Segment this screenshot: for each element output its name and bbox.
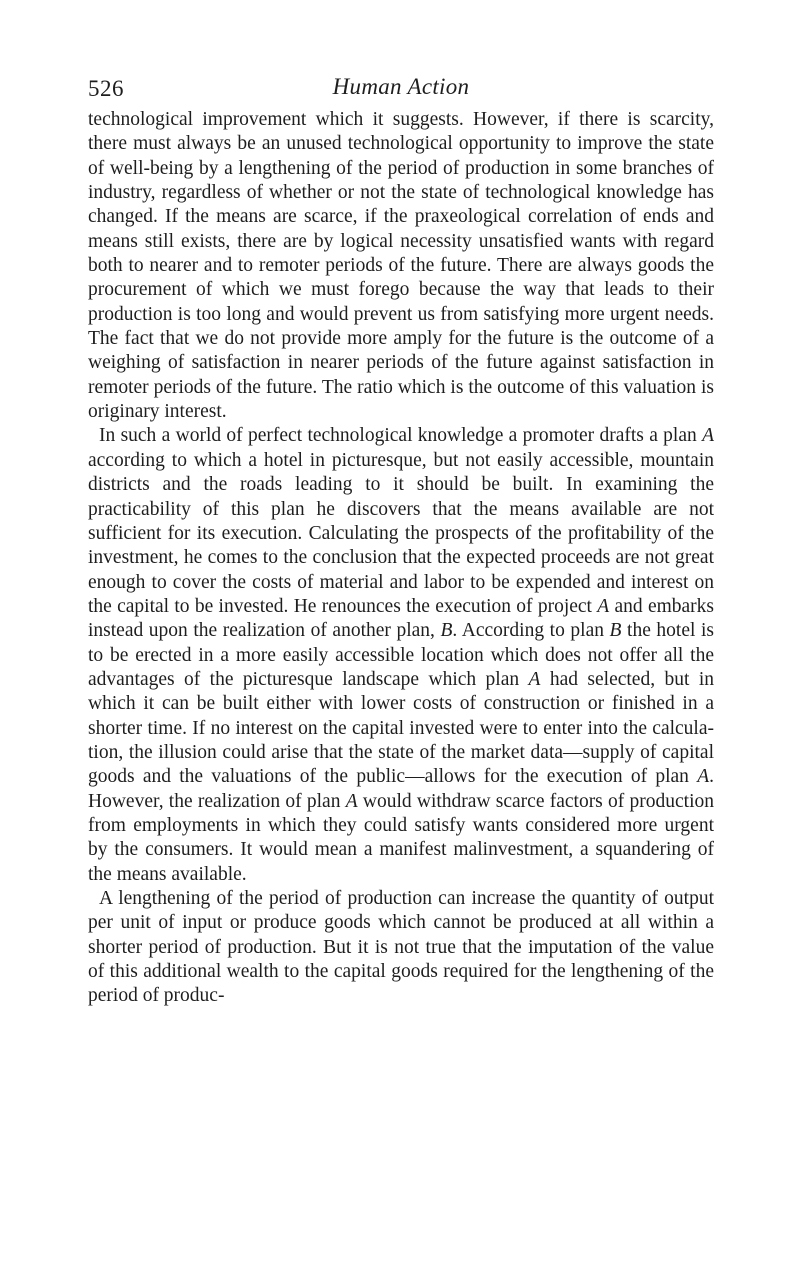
book-title: Human Action (332, 74, 470, 99)
paragraph-1 (88, 108, 714, 424)
plan-letter: A (697, 766, 710, 788)
text-segment: and embarks instead upon the realization of another plan, (88, 595, 715, 642)
text-segment: technological improvement which it suggests. However, if there is scarcity, there must always be an unused technological opportunity to improve the state of well-being by a lengthening of the period of production in some branches of industry, regardless of whether or not the state of technological knowledge has changed. If the means are scarce, if the praxeological correlation of ends and means still exists, there are by logical necessity unsatisfied wants with regard both to nearer and to remoter periods of the future. There are always goods the procurement of which we must forego because the way that leads to their production is too long and would prevent us from satisfying more urgent needs. The fact that we do not provide more amply for the future is the outcome of a weighing of satisfaction in nearer periods of the future against satisfaction in remoter periods of the future. The ratio which is the outcome of this valuation is originary interest. (88, 109, 714, 423)
plan-letter: B (440, 620, 453, 642)
text-segment: the hotel is to be erected in a more easily accessible location which does not offer all the advantages of the picturesque landscape which plan (88, 620, 714, 690)
book-page (88, 74, 714, 1009)
text-segment: had selected, but in which it can be built either with lower costs of construction or finished in a shorter time. If no interest on the capital invested were to enter into the calculation, the illusion could arise that the state of the market data—supply of capital goods and the valuations of the public—allows for the execution of plan (88, 668, 714, 788)
plan-letter: B (609, 620, 622, 642)
text-segment: would withdraw scarce factors of production from employments in which they could satisfy wants considered more urgent by the consumers. It would mean a manifest malinvestment, a squandering of the means available. (88, 790, 714, 885)
text-segment: A lengthening of the period of production can increase the quantity of output per unit of input or produce goods which cannot be produced at all within a shorter period of production. But it is not true that the imputation of the value of this additional wealth to the capital goods required for the lengthening of the period of produc- (88, 888, 714, 1007)
text-segment: . However, the realization of plan (88, 766, 714, 812)
text-segment: . According to plan (452, 620, 610, 642)
plan-letter: A (345, 790, 358, 812)
text-segment: In such a world of perfect technological knowledge a promoter drafts a plan (99, 425, 703, 447)
body-text (88, 108, 714, 1009)
running-head (88, 74, 714, 108)
paragraph-2 (88, 424, 714, 887)
plan-letter: A (528, 668, 541, 690)
plan-letter: A (702, 425, 714, 447)
plan-letter: A (597, 595, 610, 617)
text-segment: according to which a hotel in picturesque, but not easily accessible, mountain districts and the roads leading to it should be built. In examining the practicability of this plan he discovers that the means available are not sufficient for its execution. Calculating the prospects of the profitability of the investment, he comes to the conclusion that the expected proceeds are not great enough to cover the costs of material and labor to be expended and interest on the capital to be invested. He renounces the execution of project (88, 449, 714, 617)
page-number: 526 (88, 76, 124, 101)
paragraph-3 (88, 887, 714, 1009)
